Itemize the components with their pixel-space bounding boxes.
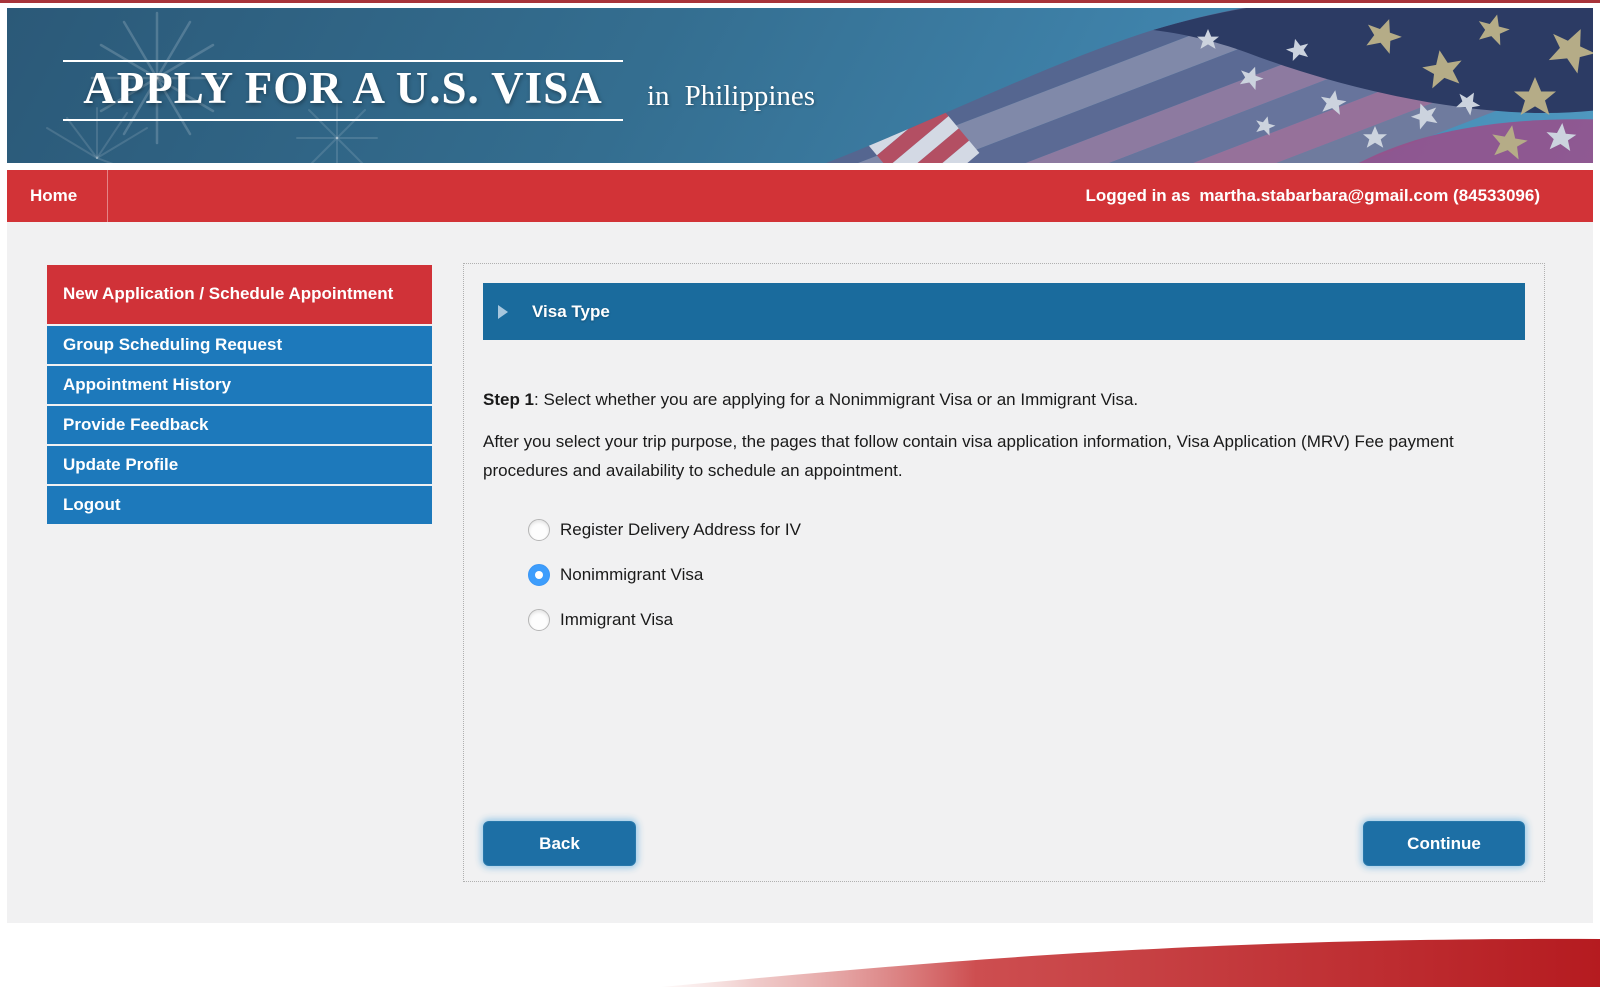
banner-location [647,80,815,113]
step-label: Step 1 [483,390,535,409]
radio-selected-icon[interactable] [528,564,550,586]
panel-actions [483,821,1525,866]
sidebar-item-update-profile[interactable]: Update Profile [47,446,432,484]
radio-nonimmigrant-visa[interactable] [483,552,1525,597]
sidebar-item-appointment-history[interactable]: Appointment History [47,366,432,404]
nav-home-link[interactable]: Home [7,170,108,222]
us-flag-art [793,8,1593,163]
page-top-border [0,0,1600,3]
content-area [7,222,1593,923]
sidebar-item-provide-feedback[interactable]: Provide Feedback [47,406,432,444]
intro-paragraph: After you select your trip purpose, the pages that follow contain visa application information, Visa Application (MRV) Fee payment procedures and availability to schedule an appointment. [483,432,1454,480]
radio-label-nonimmigrant: Nonimmigrant Visa [560,564,704,584]
main-navbar [7,170,1593,222]
visa-type-options [483,507,1525,642]
radio-label-immigrant: Immigrant Visa [560,609,674,629]
radio-immigrant-visa[interactable] [483,597,1525,642]
sidebar-item-logout[interactable]: Logout [47,486,432,524]
back-button[interactable]: Back [483,821,636,866]
sidebar-menu [47,265,432,526]
visa-type-title: Visa Type [532,301,610,321]
banner-location-country: Philippines [684,80,816,112]
continue-button[interactable]: Continue [1363,821,1525,866]
site-title-block [63,60,623,121]
visa-type-panel [463,263,1545,882]
radio-unselected-icon[interactable] [528,519,550,541]
site-banner [7,8,1593,163]
radio-unselected-icon[interactable] [528,609,550,631]
footer-swoosh-art [0,923,1600,987]
sidebar-item-group-scheduling[interactable]: Group Scheduling Request [47,326,432,364]
arrow-right-icon [498,305,508,319]
step-text: : Select whether you are applying for a Nonimmigrant Visa or an Immigrant Visa. [534,390,1139,409]
logged-in-prefix: Logged in as [1085,186,1191,205]
banner-location-prefix: in [647,80,670,112]
visa-type-section-header[interactable] [483,283,1525,340]
radio-label-register-delivery: Register Delivery Address for IV [560,519,801,539]
step-instruction [483,390,1525,410]
site-title: APPLY FOR A U.S. VISA [83,63,603,113]
logged-in-user: martha.stabarbara@gmail.com (84533096) [1199,186,1540,205]
page-footer [0,923,1600,987]
sidebar-item-new-application[interactable]: New Application / Schedule Appointment [47,265,432,324]
logged-in-status [1085,186,1593,206]
radio-register-delivery-address[interactable] [483,507,1525,552]
